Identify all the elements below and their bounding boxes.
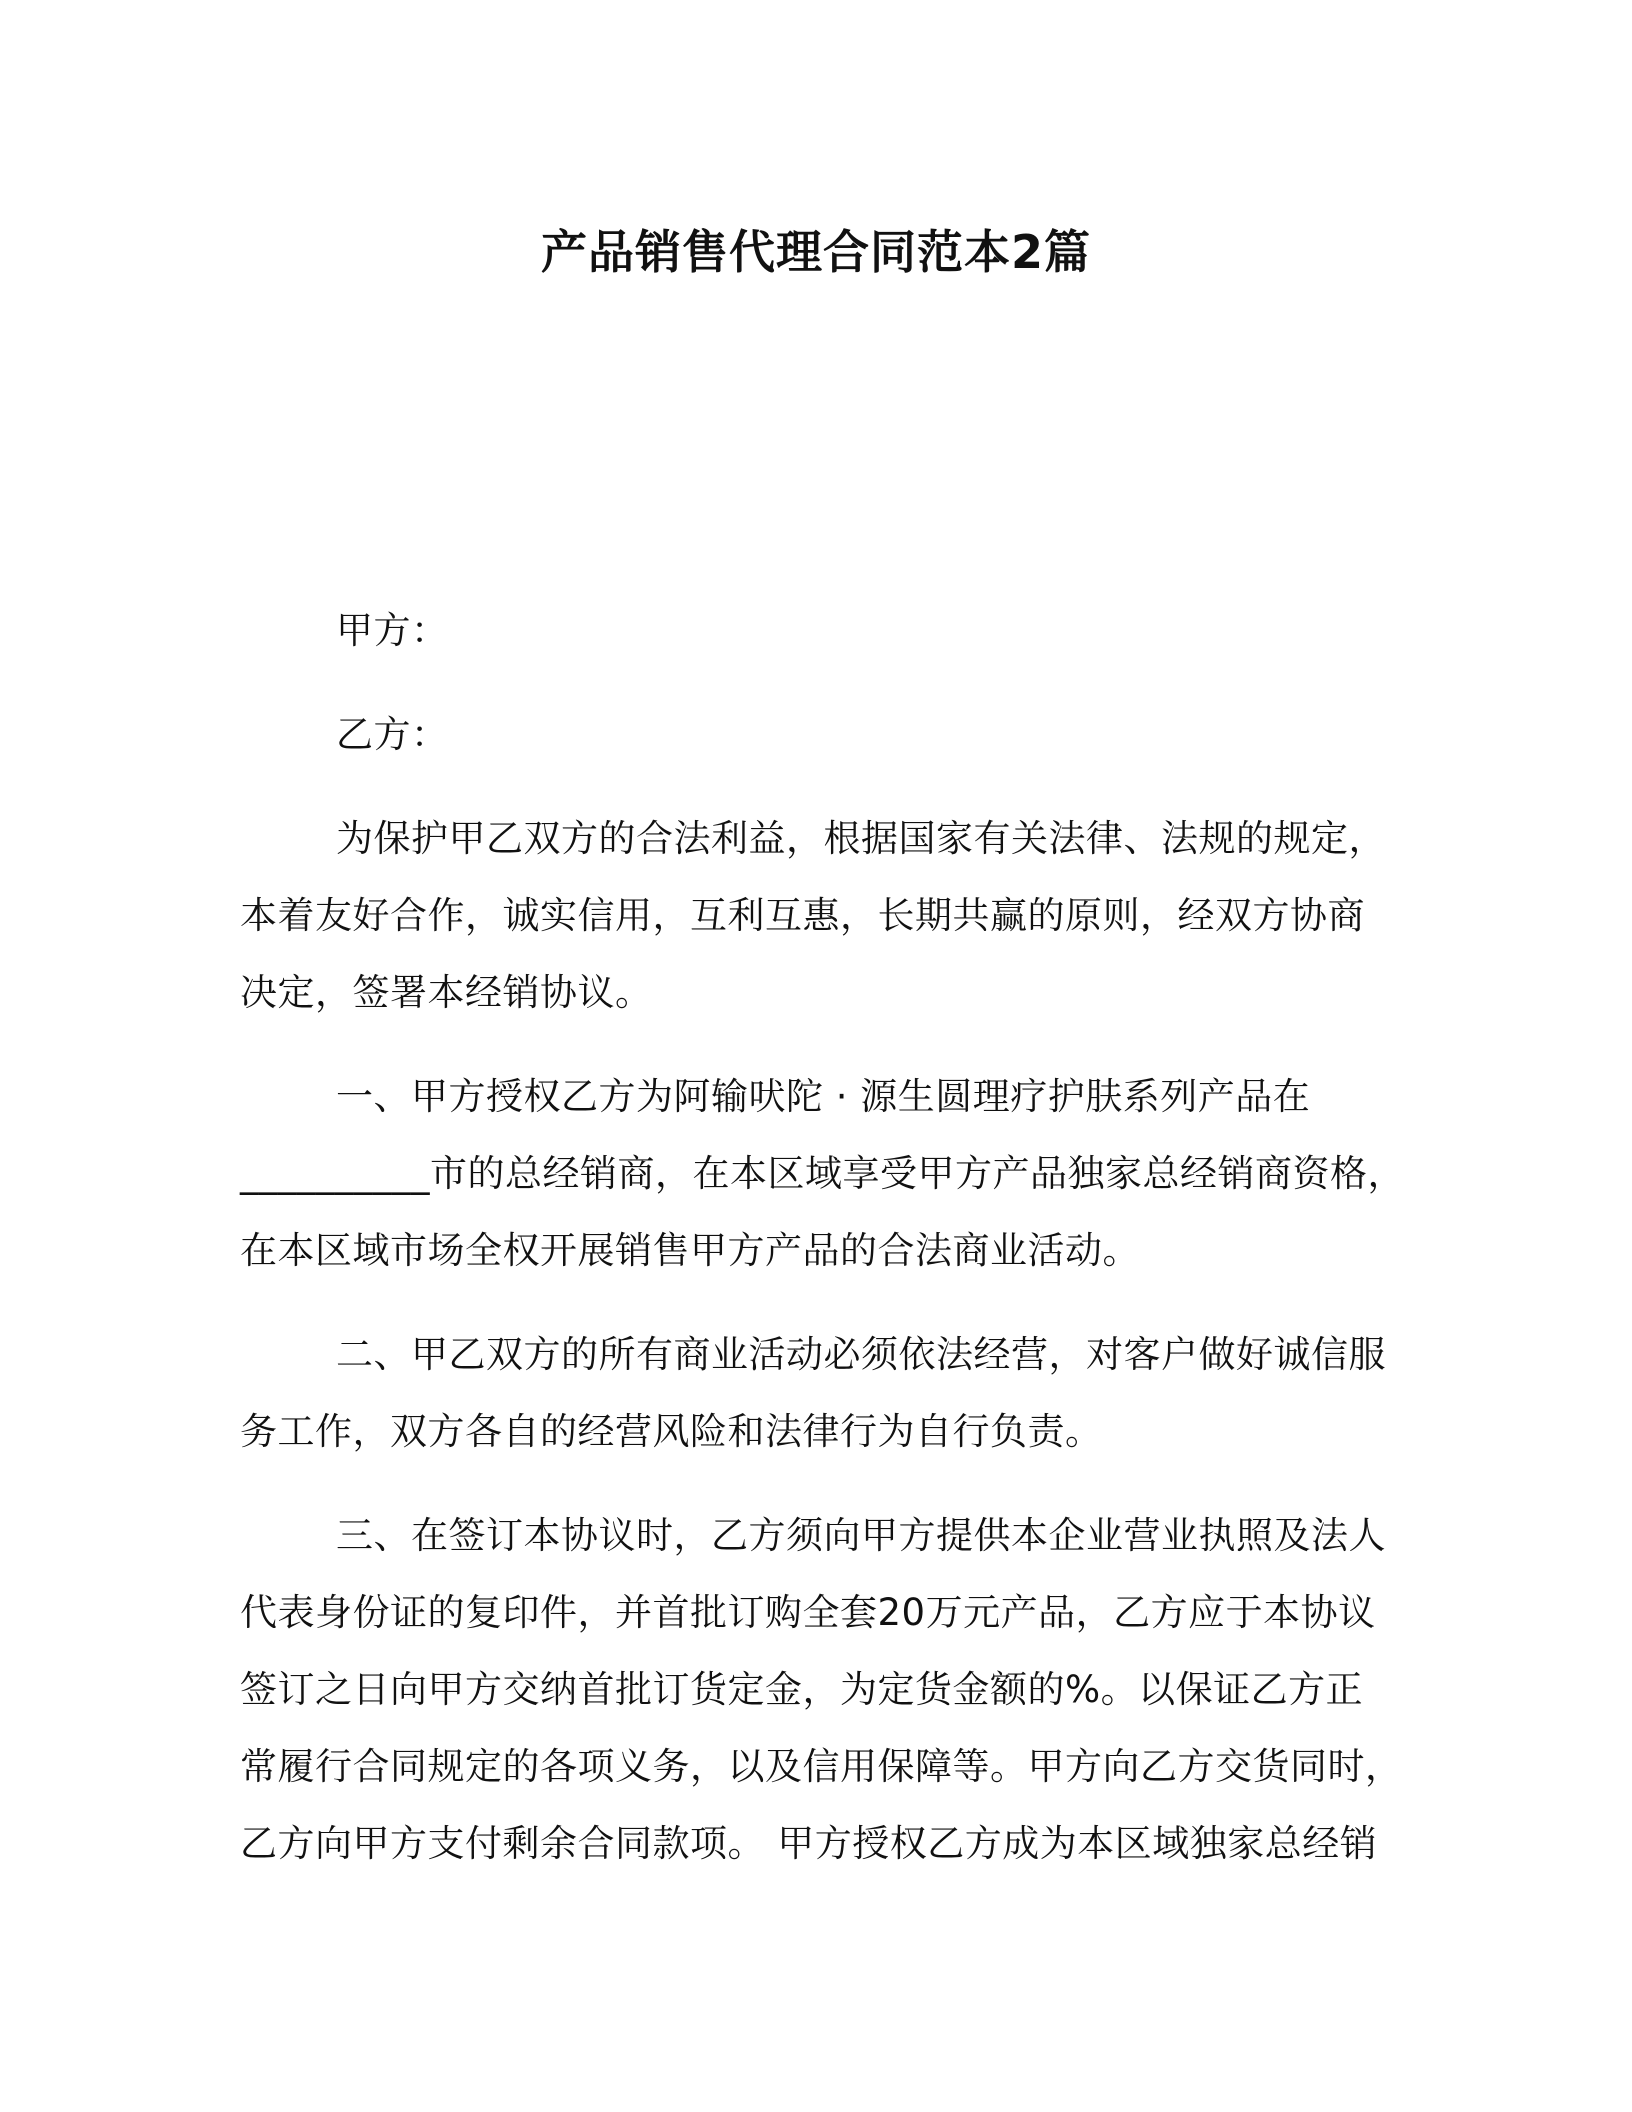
clause-3-line: 代表身份证的复印件，并首批订购全套20万元产品，乙方应于本协议 xyxy=(240,1591,1376,1634)
clause-1-line: 一、甲方授权乙方为阿输吠陀 · 源生圆理疗护肤系列产品在 xyxy=(336,1075,1311,1118)
document-title: 产品销售代理合同范本2篇 xyxy=(540,225,1091,279)
clause-3-paragraph xyxy=(240,1497,1403,1882)
clause-3-line: 常履行合同规定的各项义务，以及信用保障等。甲方向乙方交货同时， xyxy=(240,1745,1403,1788)
clause-2-line: 二、甲乙双方的所有商业活动必须依法经营，对客户做好诚信服 xyxy=(336,1333,1386,1376)
paragraph-gap xyxy=(240,773,1380,800)
clause-1-line: 在本区域市场全权开展销售甲方产品的合法商业活动。 xyxy=(240,1229,1140,1272)
party-a-line: 甲方： xyxy=(336,609,449,652)
document-body xyxy=(240,592,1405,1882)
paragraph-gap xyxy=(240,1289,1380,1316)
clause-3-line: 三、在签订本协议时，乙方须向甲方提供本企业营业执照及法人 xyxy=(336,1514,1386,1557)
paragraph-gap xyxy=(240,1470,1380,1497)
clause-1-paragraph xyxy=(240,1058,1405,1289)
clause-2-line: 务工作，双方各自的经营风险和法律行为自行负责。 xyxy=(240,1410,1103,1453)
paragraph-gap xyxy=(240,669,1380,696)
preamble-line: 本着友好合作，诚实信用，互利互惠，长期共赢的原则，经双方协商 xyxy=(240,894,1365,937)
preamble-line: 决定，签署本经销协议。 xyxy=(240,971,653,1014)
clause-3-line: 乙方向甲方支付剩余合同款项。 甲方授权乙方成为本区域独家总经销 xyxy=(240,1822,1378,1865)
clause-2-paragraph xyxy=(240,1316,1386,1470)
preamble-line: 为保护甲乙双方的合法利益，根据国家有关法律、法规的规定， xyxy=(336,817,1386,860)
preamble-paragraph xyxy=(240,800,1386,1031)
paragraph-gap xyxy=(240,1031,1380,1058)
clause-3-line: 签订之日向甲方交纳首批订货定金，为定货金额的%。以保证乙方正 xyxy=(240,1668,1364,1711)
clause-1-line: __________市的总经销商，在本区域享受甲方产品独家总经销商资格， xyxy=(240,1152,1405,1195)
party-b-line: 乙方： xyxy=(336,713,449,756)
